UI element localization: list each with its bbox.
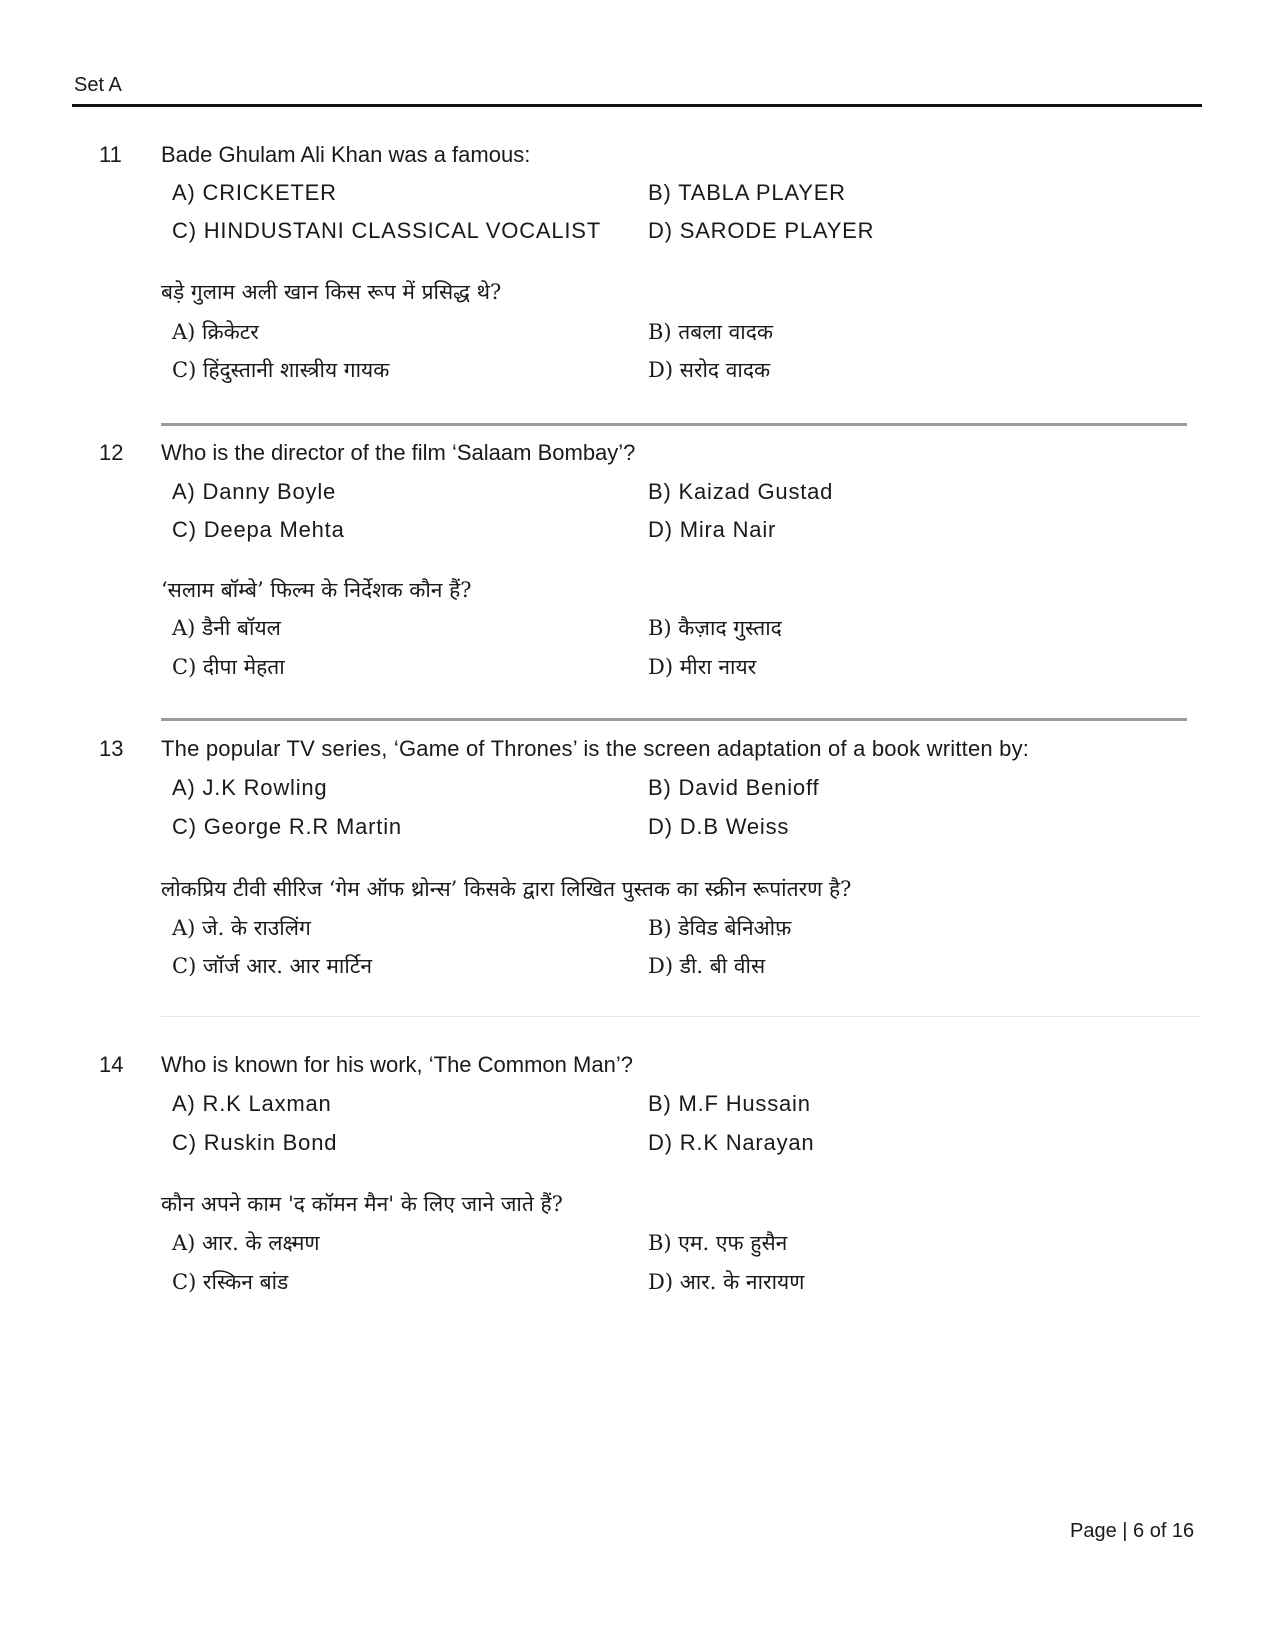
option-a-en: A) Danny Boyle bbox=[172, 479, 337, 504]
question-stem-en: Who is the director of the film ‘Salaam Bombay’? bbox=[161, 440, 636, 465]
question-stem-en: Bade Ghulam Ali Khan was a famous: bbox=[161, 142, 531, 167]
set-label: Set A bbox=[74, 74, 122, 96]
option-a-en: A) CRICKETER bbox=[172, 180, 337, 205]
option-c-en: C) Deepa Mehta bbox=[172, 517, 345, 542]
option-c-hi: C) हिंदुस्तानी शास्त्रीय गायक bbox=[172, 358, 390, 382]
option-c-hi: C) जॉर्ज आर. आर मार्टिन bbox=[172, 954, 373, 978]
option-b-hi: B) डेविड बेनिओफ़ bbox=[648, 916, 792, 940]
option-d-en: D) D.B Weiss bbox=[648, 814, 790, 839]
question-separator bbox=[161, 423, 1187, 426]
option-a-hi: A) क्रिकेटर bbox=[172, 320, 259, 344]
question-stem-en: Who is known for his work, ‘The Common Man’? bbox=[161, 1052, 633, 1077]
option-b-hi: B) एम. एफ हुसैन bbox=[648, 1231, 788, 1255]
option-b-en: B) M.F Hussain bbox=[648, 1091, 811, 1116]
option-a-hi: A) आर. के लक्ष्मण bbox=[172, 1231, 320, 1255]
option-a-en: A) J.K Rowling bbox=[172, 775, 328, 800]
option-a-en: A) R.K Laxman bbox=[172, 1091, 332, 1116]
question-separator bbox=[161, 718, 1187, 721]
option-b-en: B) TABLA PLAYER bbox=[648, 180, 846, 205]
option-c-hi: C) दीपा मेहता bbox=[172, 655, 285, 679]
question-stem-hi: बड़े गुलाम अली खान किस रूप में प्रसिद्ध थे? bbox=[161, 280, 502, 304]
option-c-en: C) Ruskin Bond bbox=[172, 1130, 338, 1155]
option-d-en: D) Mira Nair bbox=[648, 517, 777, 542]
question-number: 12 bbox=[99, 440, 124, 465]
option-b-en: B) Kaizad Gustad bbox=[648, 479, 834, 504]
header-rule bbox=[72, 104, 1202, 107]
option-a-hi: A) डैनी बॉयल bbox=[172, 616, 281, 640]
option-a-hi: A) जे. के राउलिंग bbox=[172, 916, 311, 940]
option-b-hi: B) कैज़ाद गुस्ताद bbox=[648, 616, 782, 640]
question-stem-hi: ‘सलाम बॉम्बे’ फिल्म के निर्देशक कौन हैं? bbox=[161, 578, 472, 602]
option-d-en: D) SARODE PLAYER bbox=[648, 218, 875, 243]
option-b-hi: B) तबला वादक bbox=[648, 320, 774, 344]
option-c-hi: C) रस्किन बांड bbox=[172, 1270, 289, 1294]
option-d-hi: D) आर. के नारायण bbox=[648, 1270, 805, 1294]
option-d-en: D) R.K Narayan bbox=[648, 1130, 815, 1155]
question-stem-en: The popular TV series, ‘Game of Thrones’ is the screen adaptation of a book written by: bbox=[161, 736, 1030, 761]
question-stem-hi: लोकप्रिय टीवी सीरिज ‘गेम ऑफ थ्रोन्स’ किसके द्वारा लिखित पुस्तक का स्क्रीन रूपांतरण है? bbox=[161, 877, 852, 901]
page-number: Page | 6 of 16 bbox=[1070, 1520, 1195, 1542]
option-c-en: C) George R.R Martin bbox=[172, 814, 402, 839]
question-number: 14 bbox=[99, 1052, 124, 1077]
question-number: 13 bbox=[99, 736, 124, 761]
option-d-hi: D) डी. बी वीस bbox=[648, 954, 766, 978]
option-c-en: C) HINDUSTANI CLASSICAL VOCALIST bbox=[172, 218, 602, 243]
question-number: 11 bbox=[99, 142, 122, 167]
question-stem-hi: कौन अपने काम 'द कॉमन मैन' के लिए जाने जाते हैं? bbox=[161, 1192, 563, 1216]
option-b-en: B) David Benioff bbox=[648, 775, 820, 800]
option-d-hi: D) मीरा नायर bbox=[648, 655, 757, 679]
question-separator bbox=[161, 1016, 1201, 1017]
option-d-hi: D) सरोद वादक bbox=[648, 358, 771, 382]
